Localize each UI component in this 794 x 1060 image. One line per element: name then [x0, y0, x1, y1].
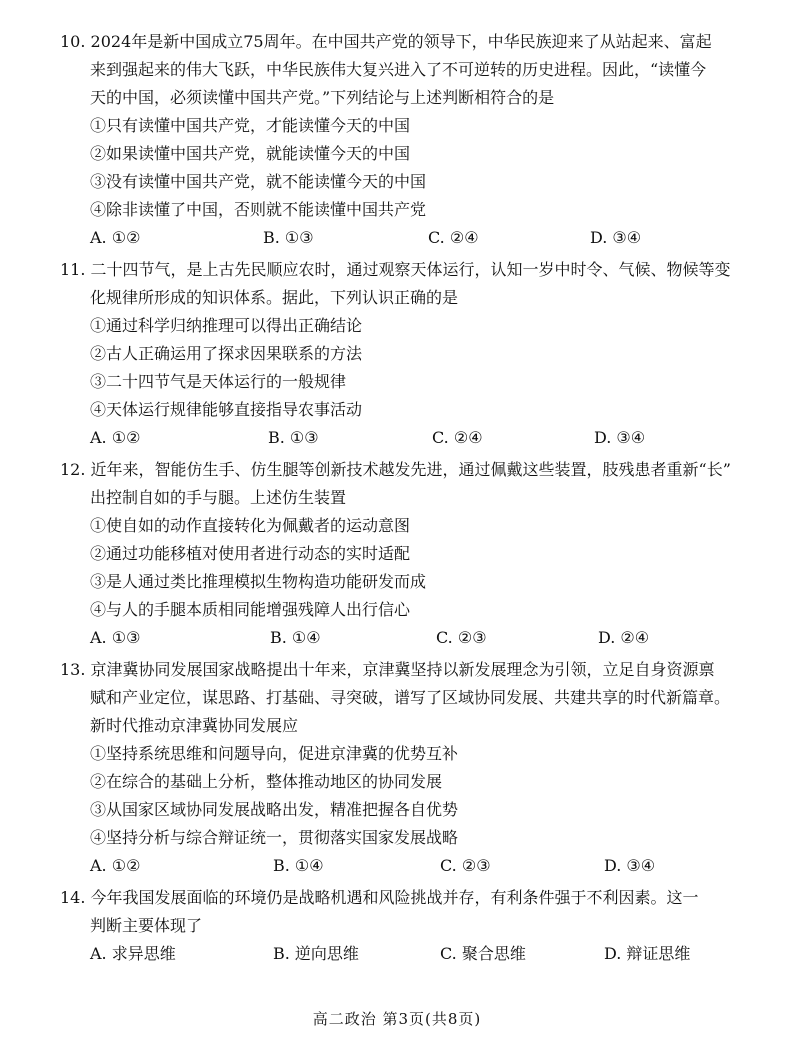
- question-14: [60, 884, 740, 968]
- question-stem-line: 13. 京津冀协同发展国家战略提出十年来，京津冀坚持以新发展理念为引领，立足自身资源禀: [60, 660, 715, 679]
- answer-choice-d: D. ②④: [598, 628, 650, 647]
- question-11: [60, 256, 740, 452]
- answer-choices: [60, 940, 740, 968]
- answer-choices: [60, 852, 740, 880]
- answer-choices: [60, 224, 740, 252]
- statement-option: ②通过功能移植对使用者进行动态的实时适配: [90, 544, 411, 563]
- answer-choice-a: A. ①②: [90, 228, 141, 247]
- statement-option: ④坚持分析与综合辩证统一，贯彻落实国家发展战略: [90, 828, 459, 847]
- question-stem-line: 11. 二十四节气，是上古先民顺应农时，通过观察天体运行，认知一岁中时令、气候、物候等变: [60, 260, 731, 279]
- answer-choice-d: D. ③④: [604, 856, 656, 875]
- statement-option: ②古人正确运用了探求因果联系的方法: [90, 344, 363, 363]
- question-stem-line: 赋和产业定位，谋思路、打基础、寻突破，谱写了区域协同发展、共建共享的时代新篇章。: [90, 688, 731, 707]
- answer-choice-b: B. ①④: [270, 628, 321, 647]
- statement-option: ③二十四节气是天体运行的一般规律: [90, 372, 347, 391]
- answer-choice-a: A. ①②: [90, 428, 141, 447]
- statement-option: ①坚持系统思维和问题导向，促进京津冀的优势互补: [90, 744, 459, 763]
- answer-choice-c: C. ②④: [428, 228, 479, 247]
- answer-choice-c: C. ②③: [440, 856, 491, 875]
- answer-choice-d: D. ③④: [590, 228, 642, 247]
- answer-choice-a: A. 求异思维: [90, 944, 176, 963]
- question-stem-line: 出控制自如的手与腿。上述仿生装置: [90, 488, 347, 507]
- question-stem-line: 新时代推动京津冀协同发展应: [90, 716, 299, 735]
- answer-choice-a: A. ①③: [90, 628, 141, 647]
- question-13: [60, 656, 740, 880]
- question-stem-line: 14. 今年我国发展面临的环境仍是战略机遇和风险挑战并存，有利条件强于不利因素。这一: [60, 888, 699, 907]
- question-stem-line: 10. 2024年是新中国成立75周年。在中国共产党的领导下，中华民族迎来了从站起来、富起: [60, 32, 712, 51]
- statement-option: ①只有读懂中国共产党，才能读懂今天的中国: [90, 116, 411, 135]
- answer-choices: [60, 424, 740, 452]
- question-stem-line: 来到强起来的伟大飞跃，中华民族伟大复兴进入了不可逆转的历史进程。因此，“读懂今: [90, 60, 707, 79]
- statement-option: ④与人的手腿本质相同能增强残障人出行信心: [90, 600, 411, 619]
- answer-choice-a: A. ①②: [90, 856, 141, 875]
- answer-choice-c: C. ②④: [432, 428, 483, 447]
- answer-choice-b: B. ①③: [268, 428, 319, 447]
- question-stem-line: 判断主要体现了: [90, 916, 203, 935]
- answer-choices: [60, 624, 740, 652]
- statement-option: ③是人通过类比推理模拟生物构造功能研发而成: [90, 572, 427, 591]
- question-stem-line: 化规律所形成的知识体系。据此，下列认识正确的是: [90, 288, 459, 307]
- statement-option: ①使自如的动作直接转化为佩戴者的运动意图: [90, 516, 411, 535]
- answer-choice-c: C. 聚合思维: [440, 944, 526, 963]
- answer-choice-b: B. ①④: [273, 856, 324, 875]
- answer-choice-b: B. 逆向思维: [273, 944, 359, 963]
- answer-choice-d: D. ③④: [594, 428, 646, 447]
- answer-choice-d: D. 辩证思维: [604, 944, 691, 963]
- statement-option: ②如果读懂中国共产党，就能读懂今天的中国: [90, 144, 411, 163]
- statement-option: ④天体运行规律能够直接指导农事活动: [90, 400, 363, 419]
- statement-option: ①通过科学归纳推理可以得出正确结论: [90, 316, 363, 335]
- statement-option: ③从国家区域协同发展战略出发，精准把握各自优势: [90, 800, 459, 819]
- answer-choice-c: C. ②③: [436, 628, 487, 647]
- question-10: [60, 28, 740, 252]
- page-footer: 高二政治 第3页(共8页): [312, 1010, 482, 1028]
- statement-option: ④除非读懂了中国，否则就不能读懂中国共产党: [90, 200, 427, 219]
- answer-choice-b: B. ①③: [263, 228, 314, 247]
- question-12: [60, 456, 740, 652]
- statement-option: ②在综合的基础上分析，整体推动地区的协同发展: [90, 772, 443, 791]
- question-stem-line: 12. 近年来，智能仿生手、仿生腿等创新技术越发先进，通过佩戴这些装置，肢残患者重新“长”: [60, 460, 731, 479]
- question-stem-line: 天的中国，必须读懂中国共产党。”下列结论与上述判断相符合的是: [90, 88, 555, 107]
- statement-option: ③没有读懂中国共产党，就不能读懂今天的中国: [90, 172, 427, 191]
